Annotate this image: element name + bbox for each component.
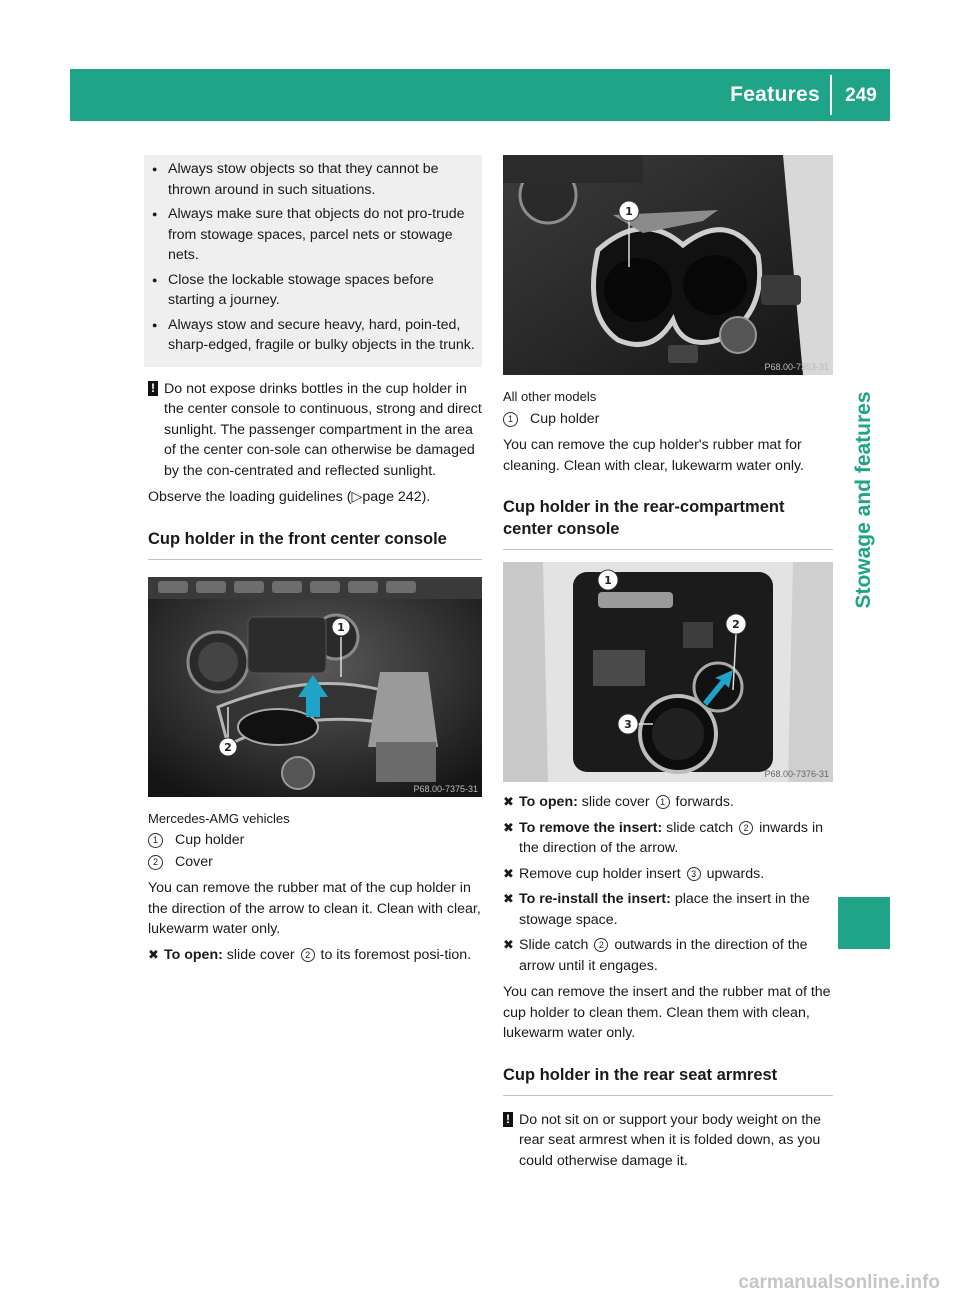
svg-text:2: 2 [224,740,232,754]
step-arrow-icon: ✖ [503,891,514,906]
step-arrow-icon: ✖ [503,819,514,835]
damage-notice [148,379,482,482]
callout-number: 1 [148,833,163,848]
rear-console-illustration [503,562,833,782]
callout-number: 2 [594,938,608,952]
paragraph-rear: You can remove the insert and the rubber mat of the cup holder to clean them. Clean them with clean, lukewarm water only. [503,984,831,1041]
svg-text:3: 3 [624,718,632,731]
instruction-step: ✖ Remove cup holder insert 3 upwards. [503,864,833,885]
chapter-marker [838,897,890,949]
right-column [503,155,833,1171]
step-arrow-icon: ✖ [503,794,514,809]
warning-bullet: ● Always stow objects so that they cannot be thrown around in such situations. [150,159,476,200]
heading-front-cup-holder: Cup holder in the front center console [148,528,482,560]
image-code: P68.00-7353-31 [764,362,829,372]
callout-number: 2 [148,855,163,870]
photo-front-console-amg [148,577,482,797]
svg-text:1: 1 [337,620,345,634]
warning-bullet: ● Always stow and secure heavy, hard, poin-ted, sharp-edged, fragile or bulky objects in the trunk. [150,315,476,356]
damage-notice-text: Do not expose drinks bottles in the cup holder in the center console to continuous, strong and direct sunlight. The passenger compartment in the area of the center con-sole can otherwise be damaged by the con-centrated and reflected sunlight. [164,380,482,479]
caption-other: All other models [503,389,597,404]
instruction-step: ✖ To re-install the insert: place the insert in the stowage space. [503,891,810,928]
legend-item: 1 Cup holder [503,409,833,430]
paragraph-amg: You can remove the rubber mat of the cup holder in the direction of the arrow to clean it. Clean with clear, lukewarm water only. [148,880,481,937]
left-column [148,155,482,965]
legend-item: 2 Cover [148,852,482,873]
steps-list [503,792,833,976]
exclamation-icon: ! [148,381,158,396]
callout-number: 2 [301,948,315,962]
svg-text:2: 2 [732,618,740,631]
header-bar [70,69,890,121]
warning-bullet: ● Close the lockable stowage spaces before starting a journey. [150,270,476,311]
section-title: Features [730,83,820,106]
warning-bullet: ● Always make sure that objects do not pro-trude from stowage spaces, parcel nets or stowage nets. [150,204,476,266]
svg-text:1: 1 [625,205,633,218]
loading-reference: Observe the loading guidelines (▷page 242). [148,489,431,505]
exclamation-icon: ! [503,1112,513,1127]
step-arrow-icon: ✖ [148,946,159,962]
image-code: P68.00-7375-31 [413,783,478,794]
step-arrow-icon: ✖ [503,865,514,881]
cup-holder-illustration [503,155,833,375]
callout-number: 3 [687,867,701,881]
page-ref-arrow-icon: ▷ [351,489,363,505]
page-number: 249 [845,85,877,106]
photo-cup-holder-other [503,155,833,375]
legend-item: 1 Cup holder [148,830,482,851]
front-console-illustration [148,577,482,797]
heading-armrest-cup-holder: Cup holder in the rear seat armrest [503,1064,833,1096]
armrest-notice [503,1110,833,1172]
page-ref-link[interactable]: page 242 [362,489,422,505]
instruction-step: ✖ To open: slide cover 1 forwards. [503,792,833,813]
callout-number: 2 [739,821,753,835]
chapter-tab-label: Stowage and features [851,391,875,609]
instruction-step: ✖ To open: slide cover 2 to its foremost posi-tion. [148,945,482,966]
caption-amg: Mercedes-AMG vehicles [148,810,290,826]
instruction-step: ✖ Slide catch 2 outwards in the direction of the arrow until it engages. [503,937,808,974]
callout-number: 1 [656,795,670,809]
photo-rear-console [503,562,833,782]
callout-number: 1 [503,412,518,427]
chapter-tab[interactable] [838,180,890,820]
site-watermark[interactable]: carmanualsonline.info [738,1272,940,1293]
step-arrow-icon: ✖ [503,937,514,952]
paragraph-other: You can remove the cup holder's rubber mat for cleaning. Clean with clear, lukewarm water only. [503,437,804,474]
svg-text:1: 1 [604,574,612,587]
armrest-notice-text: Do not sit on or support your body weight on the rear seat armrest when it is folded down, as you could otherwise damage it. [519,1111,822,1169]
warning-box [144,155,482,367]
heading-rear-cup-holder: Cup holder in the rear-compartment center console [503,496,833,550]
instruction-step: ✖ To remove the insert: slide catch 2 inwards in the direction of the arrow. [503,819,823,856]
image-code: P68.00-7376-31 [764,769,829,779]
